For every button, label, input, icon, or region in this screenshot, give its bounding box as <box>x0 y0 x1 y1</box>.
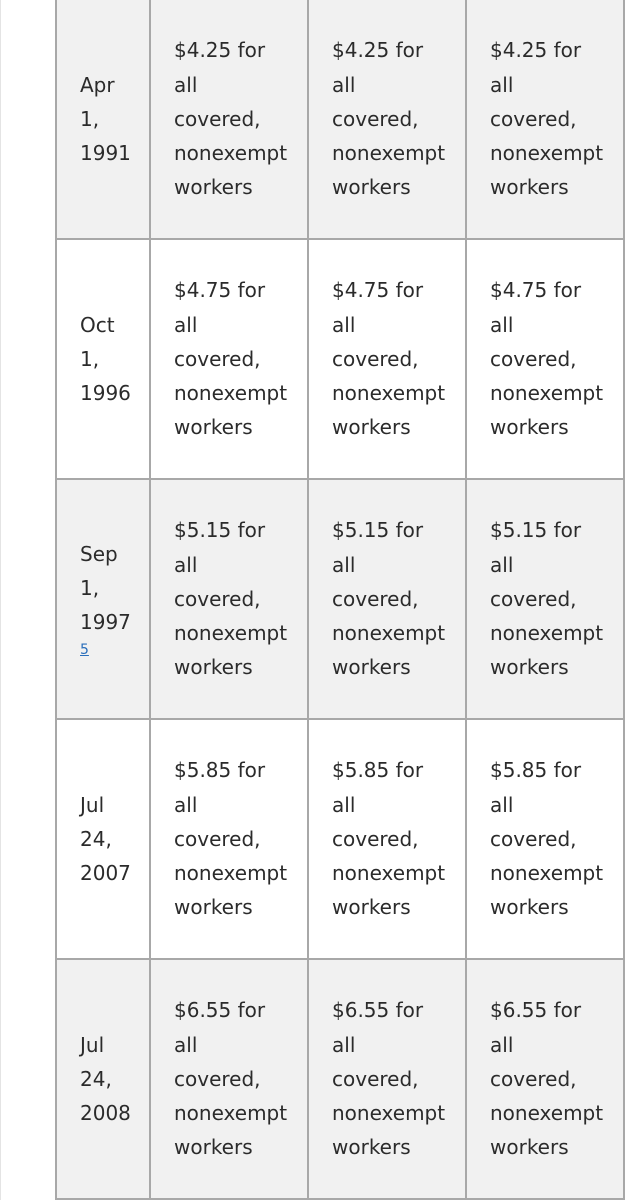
effective-date-line: 1991 <box>80 141 131 166</box>
wage-rate-line: $5.15 for <box>174 518 266 543</box>
wage-rate-line: $4.75 for <box>490 278 582 303</box>
wage-rate-text <box>490 993 617 1164</box>
wage-rate-line: $5.85 for <box>174 758 266 783</box>
table-row <box>56 959 624 1199</box>
wage-rate-text <box>174 513 301 684</box>
wage-rate-line: covered, <box>174 1066 261 1091</box>
wage-rate-line: workers <box>490 415 569 440</box>
table-row <box>56 719 624 959</box>
wage-rate-line: $4.25 for <box>332 38 424 63</box>
wage-rate-line: nonexempt <box>490 861 604 886</box>
wage-rate-text <box>490 273 617 444</box>
wage-rate-line: $5.15 for <box>332 518 424 543</box>
wage-rate-line: all <box>174 792 198 817</box>
wage-rate-line: all <box>490 792 514 817</box>
wage-rate-line: nonexempt <box>332 861 446 886</box>
wage-rate-line: workers <box>332 895 411 920</box>
wage-rate-line: $5.85 for <box>332 758 424 783</box>
wage-rate-line: workers <box>174 655 253 680</box>
wage-rate-cell <box>308 959 466 1199</box>
effective-date-line: 24, <box>80 826 112 851</box>
wage-rate-text <box>332 513 459 684</box>
effective-date-line: Apr <box>80 72 115 97</box>
wage-rate-cell <box>150 239 308 479</box>
effective-date-cell <box>56 719 150 959</box>
wage-rate-line: nonexempt <box>332 1101 446 1126</box>
wage-rate-text <box>332 33 459 204</box>
wage-rate-line: workers <box>332 1135 411 1160</box>
wage-rate-line: nonexempt <box>490 381 604 406</box>
wage-rate-text <box>174 273 301 444</box>
effective-date <box>80 788 149 891</box>
wage-rate-line: covered, <box>490 586 577 611</box>
wage-rate-line: nonexempt <box>174 141 288 166</box>
effective-date <box>80 1028 149 1131</box>
wage-rate-cell <box>466 0 624 239</box>
wage-rate-line: covered, <box>174 346 261 371</box>
effective-date-line: 2008 <box>80 1101 131 1126</box>
wage-rate-line: all <box>332 312 356 337</box>
wage-rate-line: workers <box>174 895 253 920</box>
wage-rate-line: workers <box>174 175 253 200</box>
wage-rate-line: $6.55 for <box>332 998 424 1023</box>
left-divider <box>0 0 1 1200</box>
wage-rate-text <box>174 753 301 924</box>
effective-date-line: 1, <box>80 575 100 600</box>
wage-rate-text <box>174 993 301 1164</box>
wage-rate-line: all <box>490 552 514 577</box>
wage-rate-line: nonexempt <box>174 621 288 646</box>
wage-rate-cell <box>466 959 624 1199</box>
wage-rate-line: nonexempt <box>174 861 288 886</box>
wage-rate-line: nonexempt <box>490 1101 604 1126</box>
wage-rate-line: all <box>490 312 514 337</box>
wage-rate-cell <box>308 0 466 239</box>
wage-rate-line: all <box>174 312 198 337</box>
wage-rate-line: workers <box>490 895 569 920</box>
effective-date-line: 1, <box>80 346 100 371</box>
wage-rate-line: all <box>490 72 514 97</box>
wage-rate-line: covered, <box>332 346 419 371</box>
wage-rate-text <box>332 273 459 444</box>
table-row <box>56 0 624 239</box>
wage-rate-line: covered, <box>174 826 261 851</box>
footnote-link[interactable]: 5 <box>80 642 89 659</box>
effective-date-line: 1, <box>80 106 100 131</box>
wage-rate-cell <box>308 479 466 719</box>
wage-rate-line: all <box>490 1032 514 1057</box>
effective-date-line: 24, <box>80 1066 112 1091</box>
wage-rate-text <box>174 33 301 204</box>
wage-rate-line: workers <box>174 415 253 440</box>
wage-rate-cell <box>150 719 308 959</box>
wage-rate-line: all <box>332 552 356 577</box>
effective-date-cell <box>56 479 150 719</box>
wage-rate-line: all <box>332 72 356 97</box>
wage-rate-line: workers <box>332 415 411 440</box>
wage-rate-line: nonexempt <box>174 1101 288 1126</box>
wage-rate-line: covered, <box>332 586 419 611</box>
effective-date-line: 1996 <box>80 381 131 406</box>
effective-date-line: Oct <box>80 312 115 337</box>
wage-rate-line: $4.75 for <box>332 278 424 303</box>
wage-rate-cell <box>466 239 624 479</box>
wage-rate-line: covered, <box>332 826 419 851</box>
effective-date <box>80 308 149 411</box>
wage-rate-cell <box>150 479 308 719</box>
effective-date-cell <box>56 0 150 239</box>
wage-rate-line: nonexempt <box>490 141 604 166</box>
wage-rate-cell <box>466 719 624 959</box>
effective-date <box>80 537 149 640</box>
wage-rate-line: workers <box>332 655 411 680</box>
wage-rate-line: $4.75 for <box>174 278 266 303</box>
table-body <box>56 0 624 1199</box>
effective-date <box>80 68 149 171</box>
wage-rate-line: $5.15 for <box>490 518 582 543</box>
effective-date-cell <box>56 239 150 479</box>
wage-rate-line: $6.55 for <box>174 998 266 1023</box>
table-row <box>56 479 624 719</box>
wage-rate-cell <box>150 0 308 239</box>
wage-rate-line: all <box>332 792 356 817</box>
wage-rate-text <box>332 993 459 1164</box>
minimum-wage-table <box>55 0 625 1200</box>
wage-rate-line: $4.25 for <box>174 38 266 63</box>
wage-rate-line: workers <box>174 1135 253 1160</box>
wage-rate-text <box>490 33 617 204</box>
wage-rate-text <box>490 513 617 684</box>
wage-rate-line: workers <box>490 175 569 200</box>
wage-rate-line: nonexempt <box>332 381 446 406</box>
wage-rate-line: covered, <box>174 586 261 611</box>
wage-rate-line: all <box>174 552 198 577</box>
wage-rate-cell <box>466 479 624 719</box>
wage-rate-line: nonexempt <box>490 621 604 646</box>
effective-date-cell <box>56 959 150 1199</box>
wage-rate-cell <box>308 239 466 479</box>
table-row <box>56 239 624 479</box>
wage-rate-line: nonexempt <box>174 381 288 406</box>
wage-rate-line: all <box>174 72 198 97</box>
wage-rate-cell <box>308 719 466 959</box>
wage-rate-line: workers <box>490 1135 569 1160</box>
wage-rate-line: covered, <box>490 346 577 371</box>
wage-rate-text <box>490 753 617 924</box>
wage-rate-line: all <box>174 1032 198 1057</box>
wage-rate-text <box>332 753 459 924</box>
wage-rate-line: covered, <box>174 106 261 131</box>
wage-rate-line: covered, <box>332 1066 419 1091</box>
wage-rate-line: nonexempt <box>332 621 446 646</box>
effective-date-line: 1997 <box>80 610 131 635</box>
wage-rate-line: nonexempt <box>332 141 446 166</box>
wage-rate-line: all <box>332 1032 356 1057</box>
wage-rate-line: workers <box>332 175 411 200</box>
wage-rate-line: workers <box>490 655 569 680</box>
wage-rate-line: covered, <box>490 826 577 851</box>
effective-date-line: Jul <box>80 792 105 817</box>
wage-rate-line: $5.85 for <box>490 758 582 783</box>
wage-rate-line: covered, <box>490 106 577 131</box>
wage-rate-line: covered, <box>490 1066 577 1091</box>
wage-rate-line: $4.25 for <box>490 38 582 63</box>
wage-rate-line: covered, <box>332 106 419 131</box>
effective-date-line: Jul <box>80 1032 105 1057</box>
wage-rate-cell <box>150 959 308 1199</box>
effective-date-line: 2007 <box>80 861 131 886</box>
effective-date-line: Sep <box>80 541 118 566</box>
wage-rate-line: $6.55 for <box>490 998 582 1023</box>
